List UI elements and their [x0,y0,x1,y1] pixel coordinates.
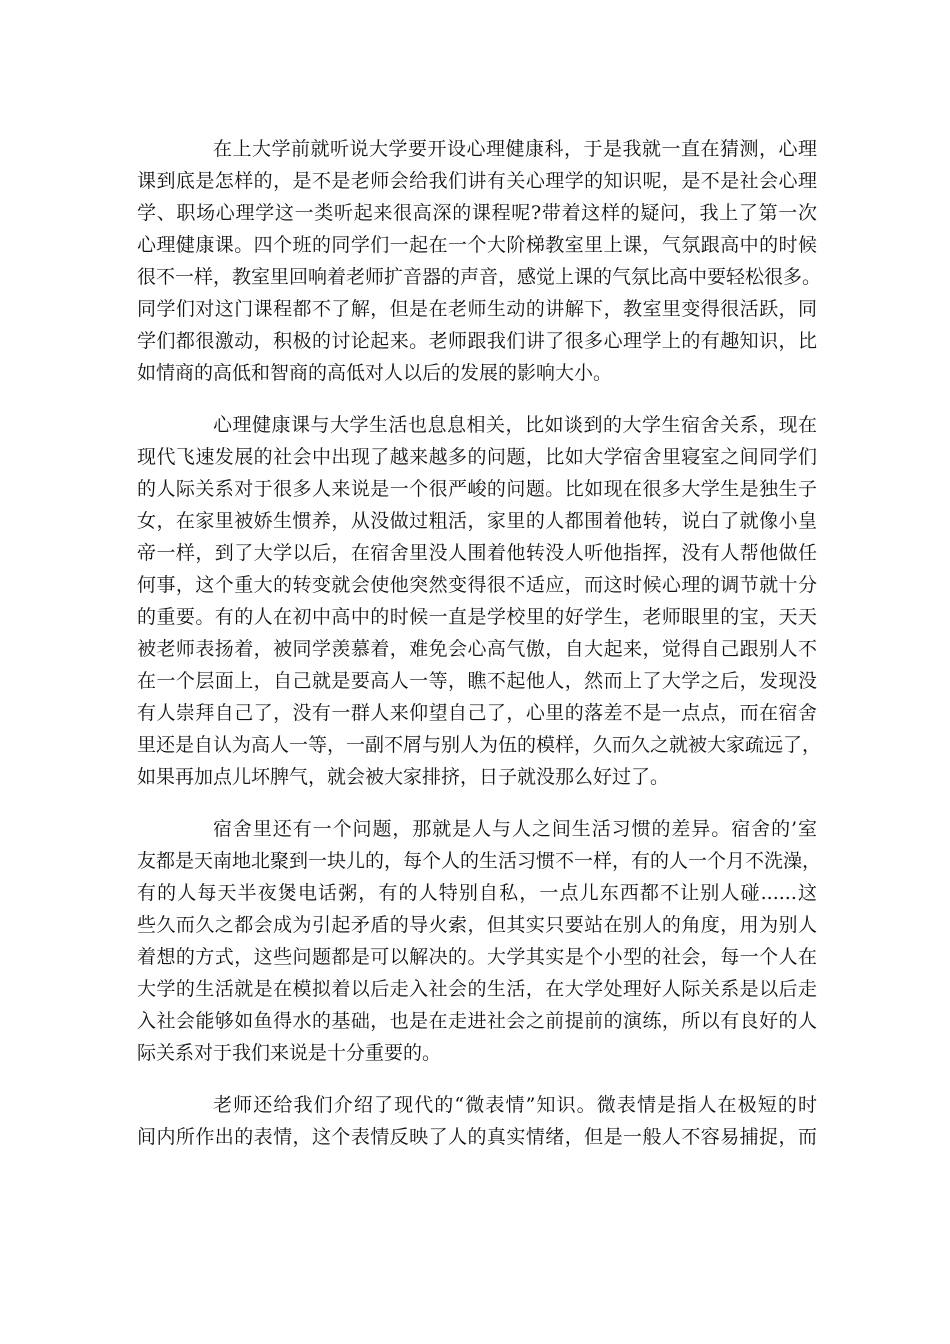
text-line: 心理健康课与大学生活也息息相关，比如谈到的大学生宿舍关系，现在 [213,414,817,436]
text-line: 现代飞速发展的社会中出现了越来越多的问题，比如大学宿舍里寝室之间同学们 [137,446,817,468]
paragraph-2 [137,409,822,793]
text-line: 际关系对于我们来说是十分重要的。 [137,1042,442,1064]
text-line: 学们都很激动，积极的讨论起来。老师跟我们讲了很多心理学上的有趣知识，比 [137,330,817,352]
text-line: 里还是自认为高人一等，一副不屑与别人为伍的模样，久而久之就被大家疏远了， [137,734,822,756]
text-line: 的人际关系对于很多人来说是一个很严峻的问题。比如现在很多大学生是独生子 [137,478,817,500]
text-line: 女，在家里被娇生惯养，从没做过粗活，家里的人都围着他转，说白了就像小皇 [137,510,817,532]
text-line: 大学的生活就是在模拟着以后走入社会的生活，在大学处理好人际关系是以后走 [137,978,817,1000]
text-line: 有人崇拜自己了，没有一群人来仰望自己了，心里的落差不是一点点，而在宿舍 [137,702,817,724]
text-line: 心理健康课。四个班的同学们一起在一个大阶梯教室里上课，气氛跟高中的时候 [137,234,817,256]
text-line: 友都是天南地北聚到一块儿的，每个人的生活习惯不一样，有的人一个月不洗澡， [137,850,822,872]
text-line: 些久而久之都会成为引起矛盾的导火索，但其实只要站在别人的角度，用为别人 [137,914,817,936]
paragraph-4 [137,1089,817,1153]
text-line: 着想的方式，这些问题都是可以解决的。大学其实是个小型的社会，每一个人在 [137,946,817,968]
text-line: 同学们对这门课程都不了解，但是在老师生动的讲解下，教室里变得很活跃，同 [137,298,817,320]
text-line: 被老师表扬着，被同学羡慕着，难免会心高气傲，自大起来，觉得自己跟别人不 [137,638,817,660]
text-line: 有的人每天半夜煲电话粥，有的人特别自私，一点儿东西都不让别人碰......这 [137,882,817,904]
text-line: 入社会能够如鱼得水的基础，也是在走进社会之前提前的演练，所以有良好的人 [137,1010,817,1032]
text-line: 宿舍里还有一个问题，那就是人与人之间生活习惯的差异。宿舍的’室 [213,818,817,840]
text-line: 课到底是怎样的，是不是老师会给我们讲有关心理学的知识呢，是不是社会心理 [137,170,817,192]
text-line: 的重要。有的人在初中高中的时候一直是学校里的好学生，老师眼里的宝，天天 [137,606,817,628]
text-line: 老师还给我们介绍了现代的“微表情”知识。微表情是指人在极短的时 [213,1094,817,1116]
text-line: 在一个层面上，自己就是要高人一等，瞧不起他人，然而上了大学之后，发现没 [137,670,817,692]
paragraph-1 [137,133,822,389]
text-line: 在上大学前就听说大学要开设心理健康科，于是我就一直在猜测，心理 [213,138,817,160]
text-line: 如情商的高低和智商的高低对人以后的发展的影响大小。 [137,362,613,384]
text-line: 何事，这个重大的转变就会使他突然变得很不适应，而这时候心理的调节就十分 [137,574,817,596]
text-line: 学、职场心理学这一类听起来很高深的课程呢?带着这样的疑问，我上了第一次 [137,202,817,224]
text-line: 如果再加点儿坏脾气，就会被大家排挤，日子就没那么好过了。 [137,766,670,788]
text-line: 帝一样，到了大学以后，在宿舍里没人围着他转没人听他指挥，没有人帮他做任 [137,542,817,564]
text-line: 很不一样，教室里回响着老师扩音器的声音，感觉上课的气氛比高中要轻松很多。 [137,266,822,288]
paragraph-3 [137,813,822,1069]
document-body [137,133,822,1173]
text-line: 间内所作出的表情，这个表情反映了人的真实情绪，但是一般人不容易捕捉，而 [137,1126,817,1148]
